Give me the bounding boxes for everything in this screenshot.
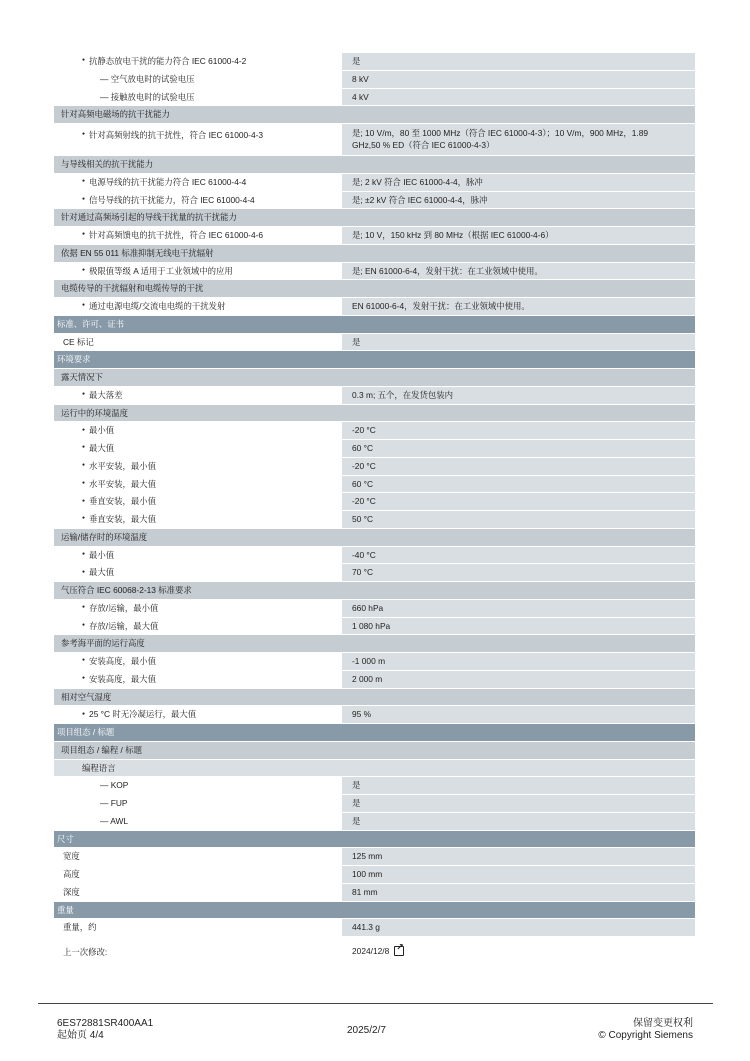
table-row — [54, 919, 695, 937]
row-label: CE 标记 — [63, 336, 94, 347]
row-label: ● 安装高度，最小值 — [54, 653, 342, 670]
external-link-icon[interactable] — [394, 946, 404, 956]
row-label: ● 水平安装，最大值 — [54, 476, 342, 493]
table-row — [54, 422, 695, 440]
group-header: 气压符合 IEC 60068-2-13 标准要求 — [54, 582, 695, 600]
table-row — [54, 848, 695, 866]
footer-date: 2025/2/7 — [347, 1025, 386, 1036]
row-value: 1 080 hPa — [342, 618, 695, 635]
table-row — [54, 813, 695, 831]
row-value: 441.3 g — [342, 919, 695, 936]
row-value: -20 °C — [342, 422, 695, 439]
row-value: 是; 10 V，150 kHz 到 80 MHz（根据 IEC 61000-4-6） — [342, 227, 695, 244]
row-value: 95 % — [342, 706, 695, 723]
row-label: ● 最大值 — [54, 564, 342, 581]
row-label: ● 垂直安装，最小值 — [54, 493, 342, 510]
table-row — [54, 192, 695, 210]
row-label: ● 水平安装，最小值 — [54, 458, 342, 475]
table-row — [54, 511, 695, 529]
row-value: 8 kV — [342, 71, 695, 88]
group-header: 相对空气湿度 — [54, 689, 695, 707]
rights-reserved: 保留变更权利 — [633, 1018, 693, 1029]
row-value: 是 — [342, 53, 695, 70]
table-row — [54, 795, 695, 813]
row-value: 是 — [342, 334, 695, 351]
row-value: 是; ±2 kV 符合 IEC 61000-4-4，脉冲 — [342, 192, 695, 209]
row-label: ● 通过电源电缆/交流电电缆的干扰发射 — [54, 298, 342, 315]
group-subheader: 编程语言 — [54, 760, 695, 778]
row-value: 60 °C — [342, 476, 695, 493]
table-row — [54, 227, 695, 245]
table-row — [54, 476, 695, 494]
row-value: 是 — [342, 813, 695, 830]
table-row — [54, 298, 695, 316]
datasheet-table — [54, 53, 695, 958]
row-value: 4 kV — [342, 89, 695, 106]
table-row — [54, 706, 695, 724]
section-header-weight: 重量 — [54, 902, 695, 920]
table-row — [54, 618, 695, 636]
section-header-dimensions: 尺寸 — [54, 831, 695, 849]
row-value: 是 — [342, 777, 695, 794]
table-row — [54, 124, 695, 156]
footer-left — [57, 1018, 153, 1042]
table-row — [54, 71, 695, 89]
row-value: 100 mm — [342, 866, 695, 883]
table-row — [54, 334, 695, 352]
group-header: 针对高频电磁场的抗干扰能力 — [54, 106, 695, 124]
footer-divider — [38, 1003, 713, 1004]
row-label: ● 最大值 — [54, 440, 342, 457]
section-header-standards: 标准、许可、证书 — [54, 316, 695, 334]
last-modified-value: 2024/12/8 — [352, 946, 390, 956]
row-value: 是; 10 V/m，80 至 1000 MHz（符合 IEC 61000-4-3）；10 V/m，900 MHz，1.89 GHz,50 % ED（符合 IEC 61000-4-3） — [342, 124, 695, 155]
table-row — [54, 671, 695, 689]
page-indicator: 起始页 4/4 — [57, 1030, 104, 1041]
row-label: — AWL — [100, 815, 129, 826]
row-label: ● 最小值 — [54, 547, 342, 564]
table-row — [54, 387, 695, 405]
row-label: ● 存放/运输，最大值 — [54, 618, 342, 635]
section-header-config: 项目组态 / 标题 — [54, 724, 695, 742]
last-modified-row — [54, 946, 695, 958]
row-label: ● 最大落差 — [54, 387, 342, 404]
row-value: 125 mm — [342, 848, 695, 865]
row-value: 60 °C — [342, 440, 695, 457]
row-label: ● 存放/运输，最小值 — [54, 600, 342, 617]
row-label: ● 信号导线的抗干扰能力，符合 IEC 61000-4-4 — [54, 192, 342, 209]
table-row — [54, 53, 695, 71]
row-label: — 接触放电时的试验电压 — [100, 91, 195, 102]
row-label: — FUP — [100, 798, 128, 808]
group-header: 与导线相关的抗干扰能力 — [54, 156, 695, 174]
row-label: ● 最小值 — [54, 422, 342, 439]
group-header: 参考海平面的运行高度 — [54, 635, 695, 653]
row-value: 是; EN 61000-6-4，发射干扰：在工业领域中使用。 — [342, 263, 695, 280]
last-modified-label: 上一次修改: — [63, 947, 108, 957]
row-value: 2 000 m — [342, 671, 695, 688]
table-row — [54, 263, 695, 281]
row-label: ● 垂直安装，最大值 — [54, 511, 342, 528]
table-row — [54, 174, 695, 192]
row-value: 是; 2 kV 符合 IEC 61000-4-4，脉冲 — [342, 174, 695, 191]
row-value: 70 °C — [342, 564, 695, 581]
copyright: © Copyright Siemens — [598, 1030, 693, 1041]
table-row — [54, 458, 695, 476]
row-value: 0.3 m; 五个，在发货包装内 — [342, 387, 695, 404]
row-value: 50 °C — [342, 511, 695, 528]
table-row — [54, 653, 695, 671]
table-row — [54, 600, 695, 618]
row-value: 是 — [342, 795, 695, 812]
row-value: -1 000 m — [342, 653, 695, 670]
row-value: 660 hPa — [342, 600, 695, 617]
row-label: ● 电源导线的抗干扰能力符合 IEC 61000-4-4 — [54, 174, 342, 191]
row-value: -20 °C — [342, 458, 695, 475]
table-row — [54, 564, 695, 582]
row-label: ● 针对高频馈电的抗干扰性，符合 IEC 61000-4-6 — [54, 227, 342, 244]
part-number: 6ES72881SR400AA1 — [57, 1018, 154, 1029]
last-modified-value-wrap — [342, 946, 404, 958]
row-label: ● 安装高度，最大值 — [54, 671, 342, 688]
footer-right — [598, 1018, 693, 1042]
row-value: 81 mm — [342, 884, 695, 901]
group-header: 运行中的环境温度 — [54, 405, 695, 423]
row-value: -40 °C — [342, 547, 695, 564]
table-row — [54, 89, 695, 107]
row-label: 重量，约 — [63, 922, 97, 933]
group-header: 运输/储存时的环境温度 — [54, 529, 695, 547]
row-label: ● 25 °C 时无冷凝运行，最大值 — [54, 706, 342, 723]
table-row — [54, 547, 695, 565]
group-header: 项目组态 / 编程 / 标题 — [54, 742, 695, 760]
group-header: 针对通过高频场引起的导线干扰量的抗干扰能力 — [54, 209, 695, 227]
row-value: EN 61000-6-4，发射干扰：在工业领域中使用。 — [342, 298, 695, 315]
row-label: 深度 — [63, 886, 80, 897]
section-header-environment: 环境要求 — [54, 351, 695, 369]
row-label: 宽度 — [63, 851, 80, 862]
table-row — [54, 777, 695, 795]
group-header: 依据 EN 55 011 标准抑制无线电干扰辐射 — [54, 245, 695, 263]
row-label: ● 抗静态放电干扰的能力符合 IEC 61000-4-2 — [54, 53, 342, 70]
row-label: — 空气放电时的试验电压 — [100, 73, 195, 84]
row-label: 高度 — [63, 869, 80, 879]
row-label: ● 极限值等级 A 适用于工业领域中的应用 — [54, 263, 342, 280]
row-label: ● 针对高频射线的抗干扰性，符合 IEC 61000-4-3 — [54, 124, 342, 155]
table-row — [54, 866, 695, 884]
row-label: — KOP — [100, 780, 129, 791]
group-header: 电缆传导的干扰辐射和电缆传导的干扰 — [54, 280, 695, 298]
row-value: -20 °C — [342, 493, 695, 510]
table-row — [54, 440, 695, 458]
group-header: 露天情况下 — [54, 369, 695, 387]
table-row — [54, 493, 695, 511]
table-row — [54, 884, 695, 902]
